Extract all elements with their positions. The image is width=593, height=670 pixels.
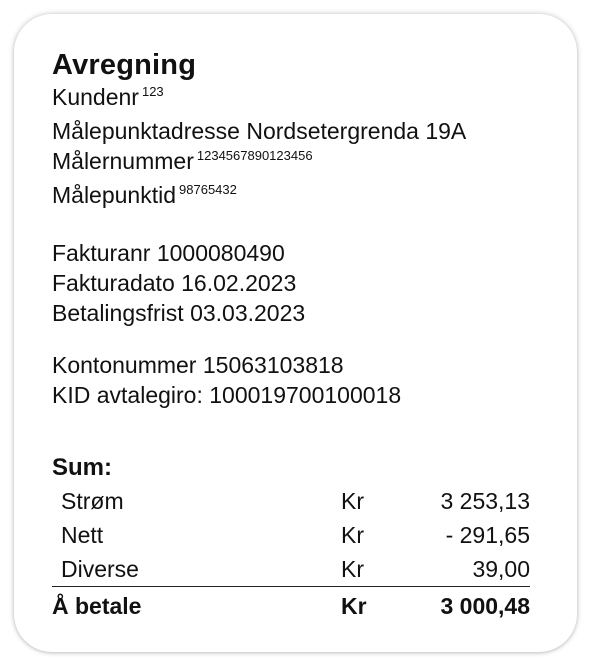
sum-title: Sum: — [52, 454, 112, 481]
total-row — [52, 587, 530, 626]
invoice-number-label: Fakturanr — [52, 240, 151, 266]
row-currency: Kr — [341, 522, 364, 548]
total-currency: Kr — [341, 587, 401, 626]
row-label: Strøm — [61, 488, 124, 514]
row-currency: Kr — [341, 488, 364, 514]
invoice-date-line — [52, 268, 539, 298]
meter-number-line — [52, 146, 539, 180]
table-row — [52, 552, 530, 587]
row-currency: Kr — [341, 556, 364, 582]
settlement-card — [14, 14, 577, 652]
meter-number-value: 1234567890123456 — [196, 148, 313, 163]
customer-number-value: 123 — [141, 84, 164, 99]
kid-value: 100019700100018 — [209, 382, 402, 408]
total-amount: 3 000,48 — [401, 587, 530, 626]
sum-table — [52, 484, 530, 625]
meter-point-id-line — [52, 180, 539, 214]
meter-number-label: Målernummer — [52, 148, 194, 174]
account-number-label: Kontonummer — [52, 352, 197, 378]
row-amount: - 291,65 — [445, 522, 530, 548]
account-number-line — [52, 350, 539, 380]
due-date-value: 03.03.2023 — [190, 300, 306, 326]
due-date-label: Betalingsfrist — [52, 300, 184, 326]
row-amount: 39,00 — [472, 556, 530, 582]
meter-point-address-value: Nordsetergrenda 19A — [246, 118, 467, 144]
invoice-number-line — [52, 238, 539, 268]
customer-number-label: Kundenr — [52, 84, 139, 110]
settlement-title: Avregning — [52, 49, 197, 81]
invoice-block — [52, 238, 539, 328]
row-label: Nett — [61, 522, 104, 548]
kid-line — [52, 380, 539, 410]
customer-number-line — [52, 82, 539, 116]
meter-point-id-value: 98765432 — [179, 182, 237, 197]
invoice-number-value: 1000080490 — [156, 240, 285, 266]
meter-point-id-label: Målepunktid — [52, 182, 177, 208]
meter-point-address-label: Målepunktadresse — [52, 118, 240, 144]
table-row — [52, 518, 530, 552]
table-row — [52, 484, 530, 518]
row-amount: 3 253,13 — [440, 488, 530, 514]
row-label: Diverse — [61, 556, 139, 582]
payment-block — [52, 350, 539, 410]
meter-point-address-line — [52, 116, 539, 146]
invoice-date-value: 16.02.2023 — [181, 270, 297, 296]
account-number-value: 15063103818 — [202, 352, 344, 378]
invoice-date-label: Fakturadato — [52, 270, 175, 296]
total-label: Å betale — [52, 587, 341, 626]
due-date-line — [52, 298, 539, 328]
kid-label: KID avtalegiro: — [52, 382, 203, 408]
